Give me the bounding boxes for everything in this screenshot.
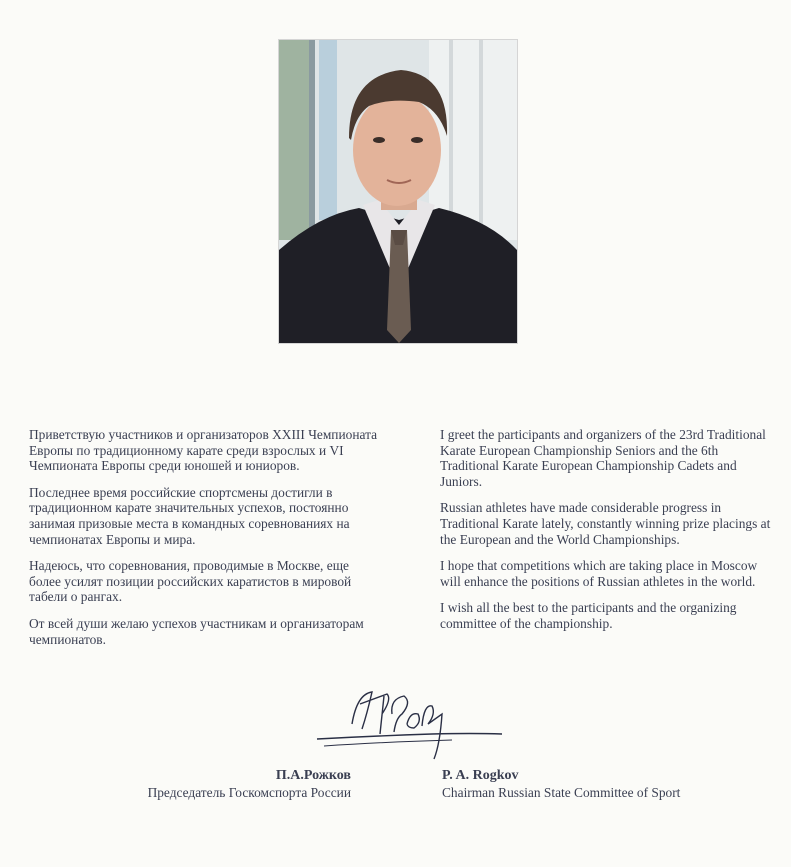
english-paragraph: I hope that competitions which are taking place in Moscow will enhance the positions of Russian athletes in the world. bbox=[440, 558, 758, 589]
signatory-name-en: P. A. Rogkov bbox=[442, 768, 519, 783]
russian-greeting-column bbox=[29, 427, 379, 658]
english-paragraph: I greet the participants and organizers of the 23rd Traditional Karate European Championship Seniors and the 6th Traditional Karate European Championship Cadets and Juniors. bbox=[440, 427, 766, 489]
signatory-title-en: Chairman Russian State Committee of Sport bbox=[442, 785, 681, 800]
portrait-photo bbox=[279, 40, 517, 343]
handwritten-signature bbox=[312, 684, 507, 764]
signatory-title-ru: Председатель Госкомспорта России bbox=[147, 785, 351, 800]
english-greeting-column bbox=[440, 427, 775, 643]
russian-paragraph: Последнее время российские спортсмены достигли в традиционном карате значительных успехов, постоянно занимая призовые места в командных соревнованиях на чемпионатах Европы и мира. bbox=[29, 484, 350, 547]
russian-paragraph: Приветствую участников и организаторов XXIII Чемпионата Европы по традиционному карате среди взрослых и VI Чемпионата Европы среди юношей и юниоров. bbox=[29, 427, 378, 474]
portrait-illustration bbox=[279, 40, 517, 343]
russian-paragraph: Надеюсь, что соревнования, проводимые в Москве, еще более усилят позиции российских каратистов в мировой табели о рангах. bbox=[29, 558, 352, 605]
russian-paragraph: От всей души желаю успехов участникам и организаторам чемпионатов. bbox=[29, 615, 364, 647]
english-paragraph: I wish all the best to the participants and the organizing committee of the championship. bbox=[440, 600, 737, 631]
english-paragraph: Russian athletes have made considerable progress in Traditional Karate lately, constantly winning prize placings at the European and the World Championships. bbox=[440, 500, 771, 547]
signatory-name-ru: П.А.Рожков bbox=[275, 768, 351, 783]
